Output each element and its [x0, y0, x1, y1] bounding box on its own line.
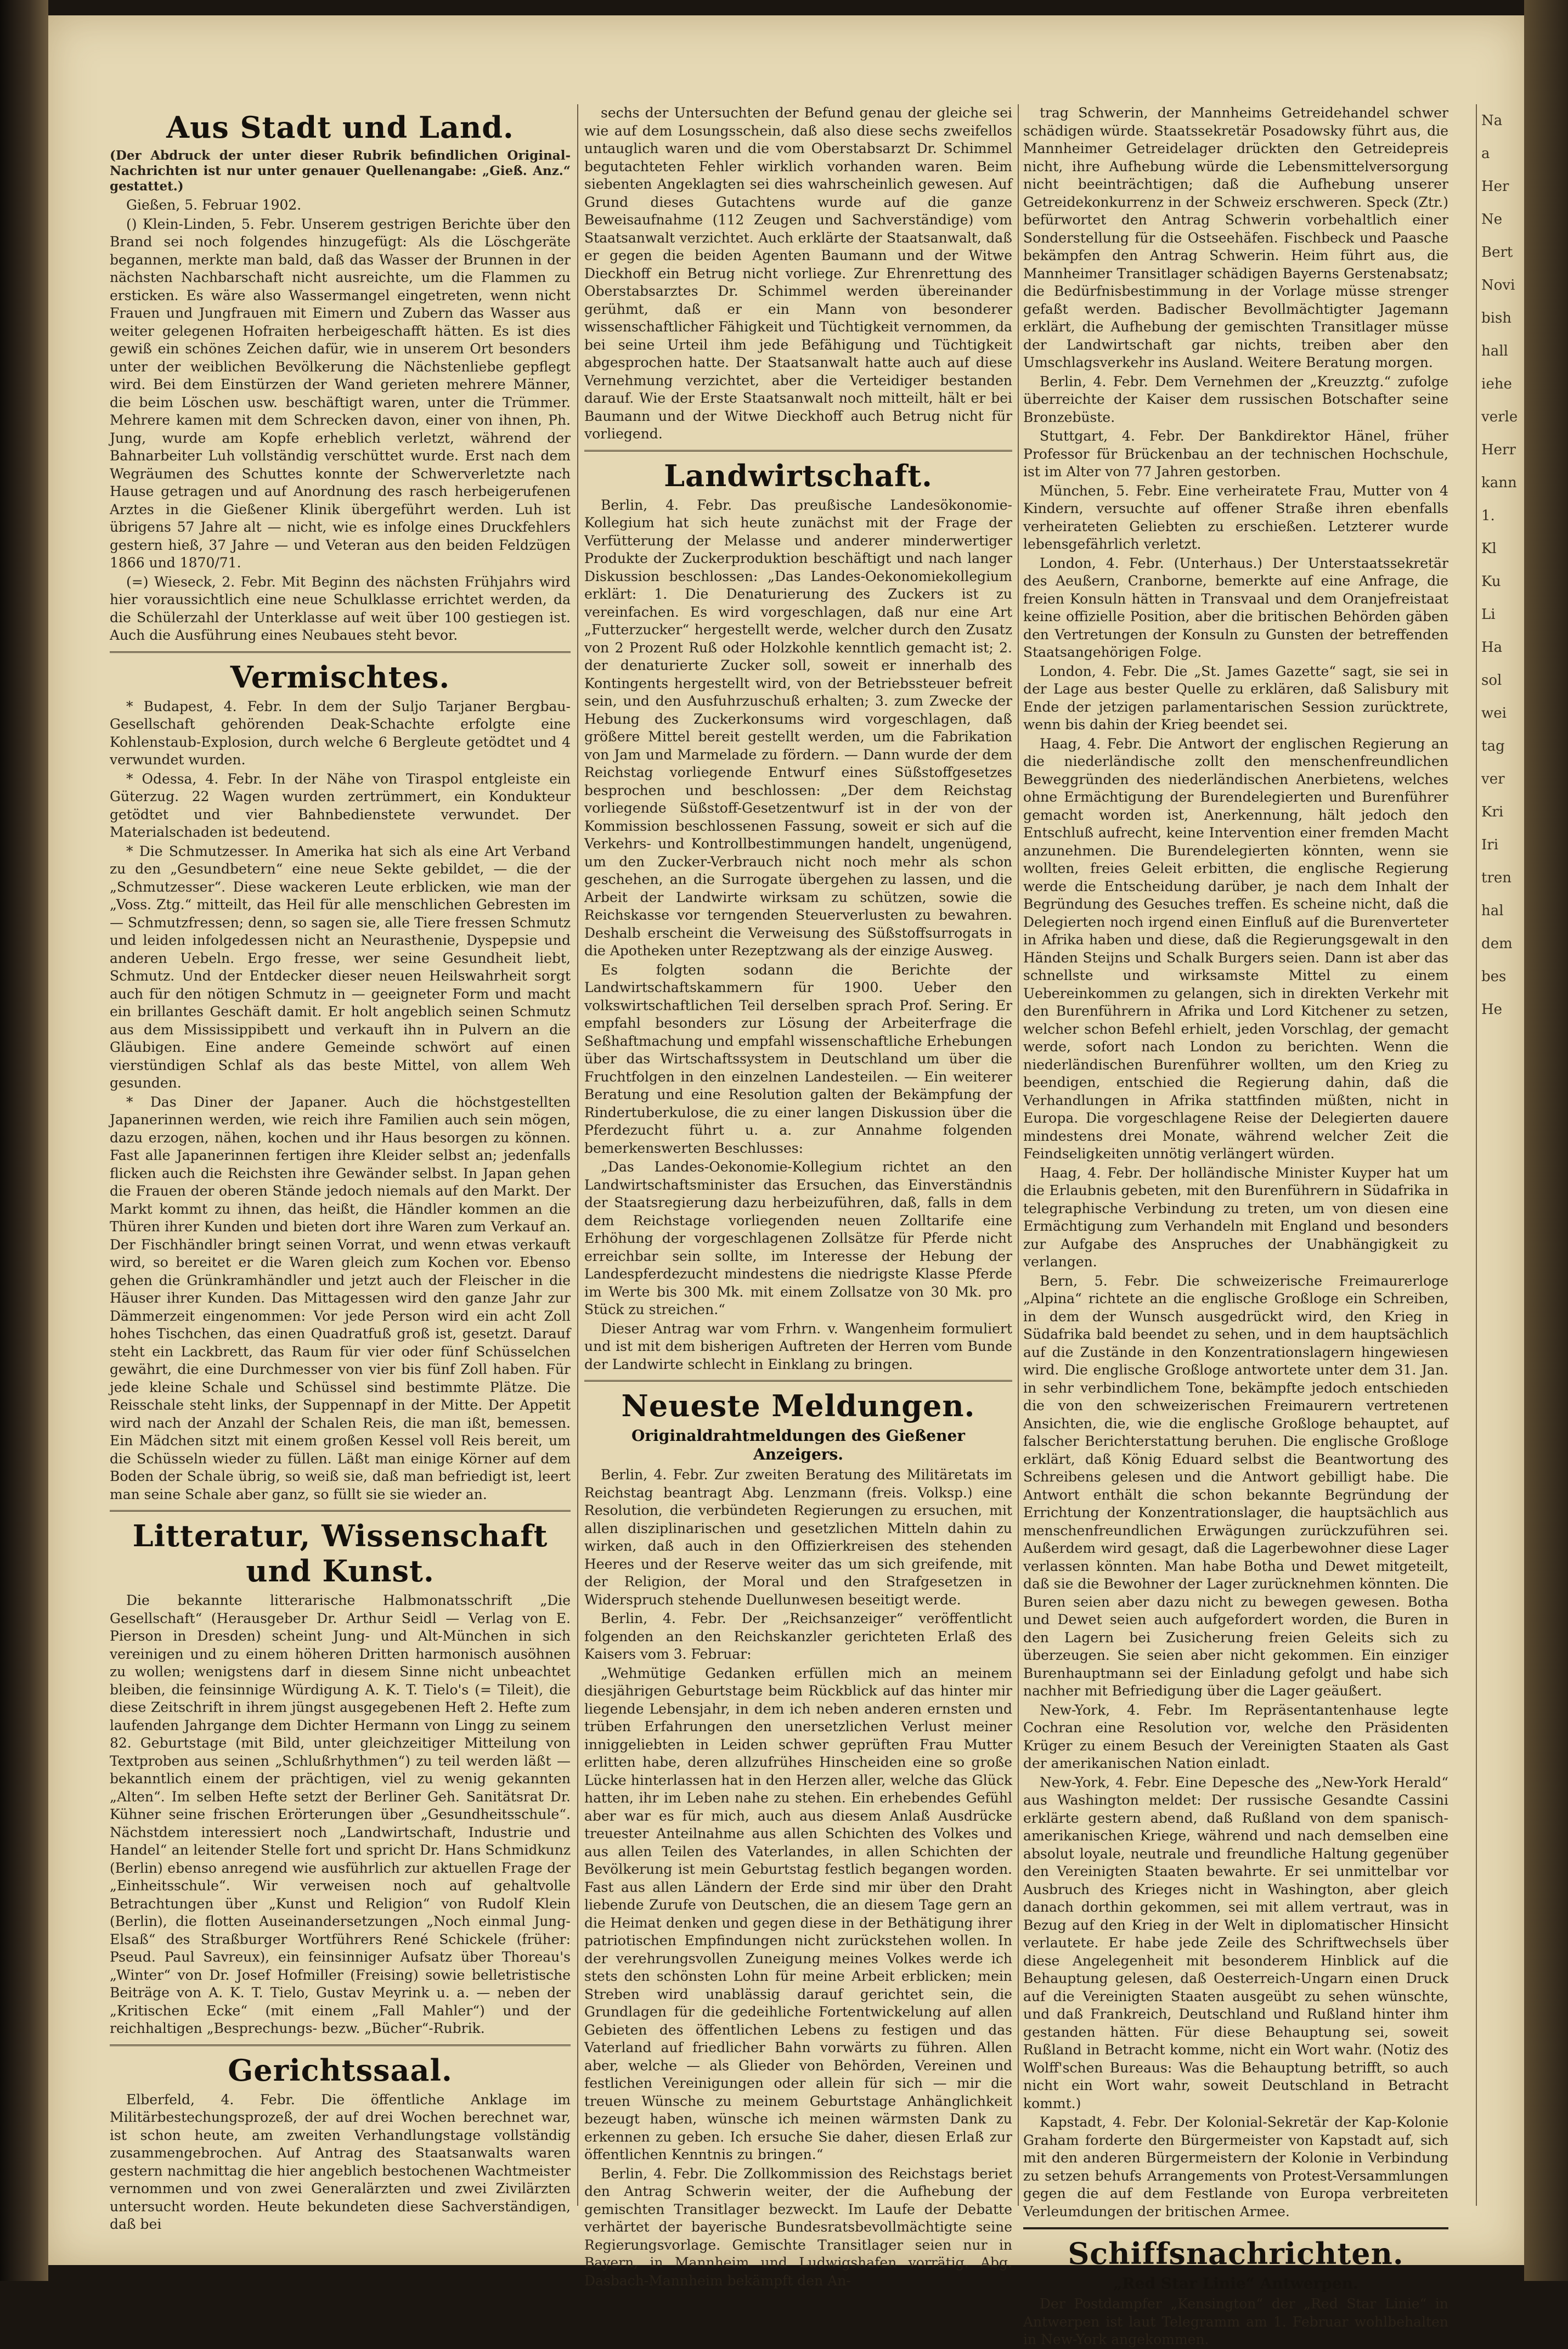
section-divider	[1023, 2227, 1448, 2229]
edge-line-fragment: He	[1481, 1001, 1503, 1018]
edge-line-fragment: Na	[1481, 112, 1503, 129]
edge-line-fragment: Iri	[1481, 837, 1499, 853]
article-paragraph: Stuttgart, 4. Febr. Der Bankdirektor Hänel, früher Professor für Brückenbau an der technischen Hochschule, ist im Alter von 77 Jahren gestorben.	[1023, 428, 1448, 480]
edge-line-fragment: kann	[1481, 475, 1517, 491]
column-rule	[577, 104, 578, 2206]
section-divider	[584, 450, 1012, 452]
article-paragraph: Berlin, 4. Febr. Dem Vernehmen der „Kreuzztg.“ zufolge überreichte der Kaiser dem russischen Botschafter seine Bronzebüste.	[1023, 373, 1448, 425]
article-paragraph: Berlin, 4. Febr. Die Zollkommission des Reichstags beriet den Antrag Schwerin weiter, der die Aufhebung der gemischten Transitlager bezweckt. Im Laufe der Debatte verhärtet der bayerische Bundesratsbevollmächtigte seine Regierungsvorlage. Gemischte Transitlager seien nur in Bayern, in Mannheim und Ludwigshafen vorrätig. Abg. Dasbach-Mannheim bekämpft den An-	[584, 2165, 1012, 2289]
column-4-edge	[1481, 104, 1520, 2206]
column-rule	[1018, 104, 1019, 2206]
article-paragraph: Berlin, 4. Febr. Der „Reichsanzeiger“ veröffentlicht folgenden an den Reichskanzler gerichteten Erlaß des Kaisers vom 3. Februar:	[584, 1610, 1012, 1662]
edge-line-fragment: tren	[1481, 870, 1512, 886]
article-paragraph: Elberfeld, 4. Febr. Die öffentliche Anklage im Militärbestechungsprozeß, der auf drei Wochen berechnet war, ist schon heute, am zweiten Verhandlungstage vollständig zusammengebrochen. Auf Antrag des Staatsanwalts waren gestern nachmittag die hier angeblich bestochenen Wachtmeister vernommen und von zwei Generalärzten und zwei Zivilärzten untersucht worden. Heute bekundeten diese Sachverständigen, daß bei	[110, 2091, 571, 2232]
section-divider	[110, 651, 571, 653]
article-paragraph: Berlin, 4. Febr. Zur zweiten Beratung des Militäretats im Reichstag beantragt Abg. Lenzmann (freis. Volksp.) eine Resolution, die verbündeten Regierungen zu ersuchen, mit allen disziplinarischen und gesetzlichen Mitteln dahin zu wirken, daß auch in den Offizierkreisen des stehenden Heeres und der Reserve weiter das um sich greifende, mit der Religion, der Moral und den Strafgesetzen in Widerspruch stehende Duellunwesen beseitigt werde.	[584, 1467, 1012, 1608]
edge-line-fragment: hall	[1481, 343, 1508, 359]
article-paragraph: „Wehmütige Gedanken erfüllen mich an meinem diesjährigen Geburtstage beim Rückblick auf das hinter mir liegende Lebensjahr, in dem ich neben anderen ernsten und trüben Erfahrungen den unersetzlichen Verlust meiner inniggeliebten in Leiden schwer geprüften Frau Mutter erlitten habe, deren allzufrühes Hinscheiden eine so große Lücke hinterlassen hat in den Herzen aller, welche das Glück hatten, ihr im Leben nahe zu stehen. Ein erhebendes Gefühl aber war es für mich, auch aus diesem Anlaß Ausdrücke treuester Anteilnahme aus allen Schichten des Volkes und aus allen Teilen des Vaterlandes, in allen Schichten der Bevölkerung ist mein Geburtstag festlich begangen worden. Fast aus allen Ländern der Erde sind mir über den Draht liebende Zurufe von Deutschen, die an diesem Tage gern an die Heimat denken und gegen diese in der Bethätigung ihrer patriotischen Empfindungen nicht zurückstehen wollen. In der verehrungsvollen Zuneigung meines Volkes werde ich stets den schönsten Lohn für meine Arbeit erblicken; mein Streben wird unablässig darauf gerichtet sein, die Grundlagen für die gedeihliche Fortentwickelung auf allen Gebieten des öffentlichen Lebens zu festigen und das Vaterland auf friedlicher Bahn vorwärts zu führen. Allen aber, welche — als Glieder von Behörden, Vereinen und festlichen Vereinigungen oder allein für sich — mir die treuen Wünsche zu meinem Geburtstage Anhänglichkeit bezeugt haben, wünsche ich meinen wärmsten Dank zu erkennen zu geben. Ich ersuche Sie daher, diesen Erlaß zur öffentlichen Kenntnis zu bringen.“	[584, 1665, 1012, 2162]
article-paragraph: „Das Landes-Oekonomie-Kollegium richtet an den Landwirtschaftsminister das Ersuchen, das Einverständnis der Staatsregierung dazu herbeizuführen, daß, falls in dem dem Reichstage vorliegenden neuen Zolltarife eine Erhöhung der vorgeschlagenen Zollsätze für Pferde nicht erreichbar sein sollte, im Interesse der Hebung der Landespferdezucht mindestens die niedrigste Klasse Pferde im Werte bis 300 Mk. mit einem Zollsatze von 30 Mk. pro Stück zu streichen.“	[584, 1159, 1012, 1317]
article-paragraph: Haag, 4. Febr. Die Antwort der englischen Regierung an die niederländische zollt den menschenfreundlichen Beweggründen des niederländischen Anerbietens, welches ohne Ermächtigung der Burendelegierten und Burenführer gemacht worden ist, Anerkennung, hält jedoch den Entschluß aufrecht, keine Intervention einer fremden Macht anzunehmen. Die Burendelegierten könnten, wenn sie wollten, freies Geleit erbitten, die englische Regierung werde die Entscheidung darüber, je nach dem Inhalt der Begründung des Gesuches treffen. Es scheine nicht, daß die Delegierten noch irgend einen Einfluß auf die Burenverteter in Afrika haben und diese, daß die Regierungsgewalt in den Händen Steijns und Schalk Burgers seien. Dann ist aber das schnellste und wirksamste Mittel zu einem Uebereinkommen zu gelangen, sich in direkten Verkehr mit den Burenführern in Afrika und Lord Kitchener zu setzen, welcher schon Befehl erhielt, jeden Vorschlag, der gemacht werde, sofort nach London zu berichten. Wenn die niederländischen Burenführer wollten, um den Krieg zu beendigen, entschied die Regierung dahin, daß die Verhandlungen in Afrika stattfinden müßten, nicht in Europa. Die vorgeschlagene Reise der Delegierten dauere mindestens drei Monate, während welcher Zeit die Feindseligkeiten unnötig verlängert würden.	[1023, 735, 1448, 1162]
dateline: Gießen, 5. Februar 1902.	[126, 197, 302, 213]
edge-line-fragment: Ne	[1481, 211, 1503, 228]
column-2	[584, 104, 1012, 2289]
article-paragraph: * Die Schmutzesser. In Amerika hat sich als eine Art Verband zu den „Gesundbetern“ eine neue Sekte gebildet, — die der „Schmutzesser“. Diese wackeren Leute erblicken, wie man der „Voss. Ztg.“ mitteilt, das Heil für alle menschlichen Gebresten im — Schmutzfressen; denn, so sagen sie, alle Tiere fressen Schmutz und leiden infolgedessen nicht an Neurasthenie, Dyspepsie und anderen Uebeln. Ergo fresse, wer seine Gesundheit liebt, Schmutz. Und der Entdecker dieser neuen Heilswahrheit sorgt auch für den nötigen Schmutz in — geeigneter Form und macht ein brillantes Geschäft damit. Er holt angeblich seinen Schmutz aus dem Mississippibett und verkauft ihn in Pulvern an die Gläubigen. Eine andere Gemeinde schwört auf einen vierstündigen Schlaf als das beste Mittel, von allem Weh gesunden.	[110, 843, 571, 1091]
article-paragraph: New-York, 4. Febr. Eine Depesche des „New-York Herald“ aus Washington meldet: Der russische Gesandte Cassini erklärte gestern abend, daß Rußland von dem spanisch-amerikanischen Kriege, während und nach demselben eine absolut loyale, neutrale und freundliche Haltung gegenüber den Vereinigten Staaten bewahrte. Er sei unmittelbar vor Ausbruch des Krieges nicht in Washington, aber gleich danach dorthin gekommen, sei mit allem vertraut, was in Bezug auf den Krieg in der Welt in diplomatischer Hinsicht verlautete. Er habe jede Zeile des Schriftwechsels über diese Angelegenheit mit besonderem Hinblick auf die Behauptung gelesen, daß Oesterreich-Ungarn einen Druck auf die Vereinigten Staaten ausgeübt zu sehen wünschte, und daß Frankreich, Deutschland und Rußland hinter ihm gestanden hätten. Für diese Behauptung sei, soweit Rußland in Betracht komme, nicht ein Wort wahr. (Notiz des Wolff'schen Bureaus: Was die Behauptung betrifft, so auch nicht ein Wort wahr, soweit Deutschland in Betracht kommt.)	[1023, 1774, 1448, 2111]
section-heading-gerichtssaal: Gerichtssaal.	[228, 2052, 453, 2088]
edge-line-fragment: ver	[1481, 771, 1505, 787]
edge-line-fragment: bish	[1481, 310, 1512, 326]
edge-line-fragment: bes	[1481, 968, 1507, 985]
section-divider	[110, 2044, 571, 2046]
edge-line-fragment: Her	[1481, 178, 1509, 195]
section-subheading: Originaldrahtmeldungen des Gießener Anzeigers.	[631, 1427, 966, 1463]
section-heading-landwirtschaft: Landwirtschaft.	[664, 458, 933, 493]
edge-line-fragment: tag	[1481, 738, 1505, 754]
section-divider	[584, 1380, 1012, 1382]
edge-line-fragment: dem	[1481, 936, 1513, 952]
article-paragraph: New-York, 4. Febr. Im Repräsentantenhause legte Cochran eine Resolution vor, welche den Präsidenten Krüger zu einem Besuch der Vereinigten Staaten als Gast der amerikanischen Nation einladt.	[1023, 1702, 1448, 1771]
article-paragraph: London, 4. Febr. Die „St. James Gazette“ sagt, sie sei in der Lage aus bester Quelle zu erklären, daß Salisbury mit Ende der jetzigen parlamentarischen Session zurücktrete, wenn bis dahin der Krieg beendet sei.	[1023, 663, 1448, 733]
edge-line-fragment: a	[1481, 145, 1490, 162]
edge-line-fragment: Ha	[1481, 639, 1503, 656]
edge-line-fragment: Herr	[1481, 442, 1516, 458]
article-paragraph: * Odessa, 4. Febr. In der Nähe von Tiraspol entgleiste ein Güterzug. 22 Wagen wurden zertrümmert, ein Kondukteur getödtet und vier Bahnbedienstete verwundet. Der Materialschaden ist bedeutend.	[110, 770, 571, 840]
article-paragraph: Die bekannte litterarische Halbmonatsschrift „Die Gesellschaft“ (Herausgeber Dr. Arthur Seidl — Verlag von E. Pierson in Dresden) scheint Jung- und Alt-München in sich vereinigen und zu einem höheren Dritten harmonisch ausöhnen zu wollen; wenigstens darf in diesem Sinne nicht unbeachtet bleiben, die feinsinnige Würdigung A. K. T. Tielo's (= Tileit), die diese Zeitschrift in ihrem jüngst ausgegebenen Heft 2. Hefte zum laufenden Jahrgange dem Dichter Hermann von Lingg zu seinem 82. Geburtstage (mit Bild, unter gleichzeitiger Mitteilung von Textproben aus seinen „Schlußrhythmen“) zu teil werden läßt — bekanntlich einem der prächtigen, viel zu wenig gekannten „Alten“. Im selben Hefte setzt der Berliner Geh. Sanitätsrat Dr. Kühner seine frischen Erörterungen über „Gesundheitsschule“. Nächstdem interessiert noch „Landwirtschaft, Industrie und Handel“ an leitender Stelle fort und spricht Dr. Hans Schmidkunz (Berlin) ebenso anregend wie ausführlich zur aktuellen Frage der „Einheitsschule“. Wir verweisen noch auf gehaltvolle Betrachtungen über „Kunst und Religion“ von Rudolf Klein (Berlin), die flotten Auseinandersetzungen „Noch einmal Jung-Elsaß“ des Straßburger Wortführers René Schickele (früher: Pseud. Paul Savreux), ein feinsinniger Aufsatz über Thoreau's „Winter“ von Dr. Josef Hofmiller (Freising) sowie belletristische Beiträge von A. K. T. Tielo, Gustav Meyrink u. a. — neben der „Kritischen Ecke“ (mit einem „Fall Mahler“) und der reichhaltigen „Besprechungs- bezw. „Bücher“-Rubrik.	[110, 1592, 571, 2036]
article-paragraph: Es folgten sodann die Berichte der Landwirtschaftskammern für 1900. Ueber den volkswirtschaftlichen Teil derselben sprach Prof. Sering. Er empfahl besonders zur Lösung der Arbeiterfrage die Seßhaftmachung und empfahl wissenschaftliche Erhebungen über das Wirtschaftssystem in Deutschland um über die Fruchtfolgen in den einzelnen Landesteilen. — Ein weiterer Beratung und eine Resolution galten der Bekämpfung der Rindertuberkulose, die zu einer langen Diskussion über die Pferdezucht führt u. a. zur Annahme folgenden bemerkenswerten Beschlusses:	[584, 961, 1012, 1156]
section-heading-litteratur: Litteratur, Wissenschaft und Kunst.	[132, 1518, 548, 1588]
edge-line-fragment: iehe	[1481, 376, 1512, 392]
edge-line-fragment: hal	[1481, 903, 1504, 919]
section-heading-schiffsnachrichten: Schiffsnachrichten.	[1068, 2236, 1404, 2271]
edge-line-fragment: wei	[1481, 705, 1507, 722]
article-paragraph: Kapstadt, 4. Febr. Der Kolonial-Sekretär der Kap-Kolonie Graham forderte den Bürgermeister von Kapstadt auf, sich mit den anderen Bürgermeistern der Kolonie in Verbindung zu setzen behufs Arrangements von Protest-Versammlungen gegen die auf dem Festlande von Europa verbreiteten Verleumdungen der britischen Armee.	[1023, 2114, 1448, 2220]
article-paragraph: () Klein-Linden, 5. Febr. Unserem gestrigen Berichte über den Brand sei noch folgendes hinzugefügt: Als die Löschgeräte begannen, merkte man bald, daß das Wasser der Brunnen in der nächsten Nachbarschaft nicht ausreichte, um die Flammen zu ersticken. Es wäre also Wassermangel eingetreten, wenn nicht Frauen und Jungfrauen mit Eimern und Zubern das Wasser aus weiter gelegenen Hofraiten herbeigeschafft hätten. Es ist dies gewiß ein schönes Zeichen dafür, wie in unserem Ort besonders unter der weiblichen Bevölkerung die Nächstenliebe gepflegt wird. Bei dem Einstürzen der Wand gerieten mehrere Männer, die beim Löschen usw. beschäftigt waren, unter die Trümmer. Mehrere kamen mit dem Schrecken davon, einer von ihnen, Ph. Jung, wurde am Kopfe erheblich verletzt, während der Bahnarbeiter Luh vollständig verschüttet wurde. Erst nach dem Wegräumen des Schuttes konnte der Schwerverletzte nach Hause getragen und auf Anordnung des rasch herbeigerufenen Arztes in die Gießener Klinik übergeführt werden. Luh ist übrigens 57 Jahre alt — nicht, wie es infolge eines Druckfehlers gestern hieß, 37 Jahre — und Veteran aus den beiden Feldzügen 1866 und 1870/71.	[110, 216, 571, 571]
section-divider	[110, 1510, 571, 1512]
article-paragraph: trag Schwerin, der Mannheims Getreidehandel schwer schädigen würde. Staatssekretär Posadowsky führt aus, die Mannheimer Getreidelager drückten den Getreidepreis nicht, ihre Aufhebung würde die Lebensmittelversorgung nicht beeinträchtigen; daß die Aufhebung unserer Getreidekonkurrenz in der Schweiz erschweren. Speck (Ztr.) befürwortet den Antrag Schwerin vorbehaltlich einer Sonderstellung für die Ostseehäfen. Fischbeck und Paasche bekämpfen den Antrag Schwerin. Heim führt aus, die Mannheimer Transitlager schädigen Bayerns Gerstenabsatz; die Bedürfnisbestimmung in der Vorlage müsse strenger gefaßt werden. Badischer Bevollmächtigter Jagemann erklärt, die Aufhebung der gemischten Transitlager müsse der Landwirtschaft gar nichts, treiben aber den Umschlagsverkehr ins Ausland. Weitere Beratung morgen.	[1023, 105, 1448, 370]
edge-line-fragment: verle	[1481, 409, 1518, 425]
edge-line-fragment: 1.	[1481, 508, 1495, 524]
article-paragraph: * Das Diner der Japaner. Auch die höchstgestellten Japanerinnen werden, wie reich ihre Familien auch sein mögen, dazu erzogen, nähen, kochen und ihr Haus besorgen zu können. Fast alle Japanerinnen fertigen ihre Kleider selbst an; jedenfalls flicken auch die Reichsten ihre Gewänder selbst. In Japan gehen die Frauen der oberen Stände jedoch niemals auf den Markt. Der Markt kommt zu ihnen, das heißt, die Händler kommen an die Thüren ihrer Kunden und bieten dort ihre Waren zum Verkauf an. Der Fischhändler bringt seinen Vorrat, und wenn etwas verkauft wird, so bereitet er die Waren gleich zum Kochen vor. Ebenso gehen die Grünkramhändler und jetzt auch der Fleischer in die Häuser ihrer Kunden. Das Mittagessen wird den ganze Jahr zur Dämmerzeit eingenommen: Vor jede Person wird ein acht Zoll hohes Tischchen, das einen Quadratfuß groß ist, gesetzt. Darauf steht ein Lackbrett, das Raum für vier oder fünf Schüsselchen gewährt, die eine Durchmesser von vier bis fünf Zoll haben. Für jede kleine Schale und Schüssel sind bestimmte Plätze. Die Reisschale steht links, der Suppennapf in der Mitte. Der Appetit wird nach der Anzahl der Schalen Reis, die man ißt, bemessen. Ein Mädchen sitzt mit einem großen Kessel voll Reis bereit, um die Schüsseln wieder zu füllen. Läßt man einige Körner auf dem Boden der Schale übrig, so weiß sie, daß man befriedigt ist, leert man seine Schale aber ganz, so füllt sie sie wieder an.	[110, 1094, 571, 1502]
article-paragraph: (=) Wieseck, 2. Febr. Mit Beginn des nächsten Frühjahrs wird hier voraussichtlich eine neue Schulklasse errichtet werden, da die Schülerzahl der Unterklasse auf weit über 100 gestiegen ist. Auch die Ausführung eines Neubaues steht bevor.	[110, 573, 571, 643]
book-binding-left	[0, 0, 48, 2281]
section-heading-stadt: Aus Stadt und Land.	[166, 110, 514, 145]
book-binding-right	[1524, 0, 1568, 2281]
column-rule	[1476, 104, 1477, 2206]
article-paragraph: Haag, 4. Febr. Der holländische Minister Kuyper hat um die Erlaubnis gebeten, mit den Burenführern in Südafrika in telegraphische Verbindung zu treten, um von diesen eine Ermächtigung zum Verhandeln mit England und besonders zur Aufgabe des Anspruches der Unabhängigkeit zu verlangen.	[1023, 1164, 1448, 1270]
column-3	[1023, 104, 1448, 2347]
edge-line-fragment: Kri	[1481, 804, 1504, 820]
article-paragraph: sechs der Untersuchten der Befund genau der gleiche sei wie auf dem Losungsschein, daß also diese sechs zweifellos untauglich waren und die vom Oberstabsarzt Dr. Schimmel begutachteten Fehler wirklich vorhanden waren. Beim siebenten Angeklagten sei dies wahrscheinlich gewesen. Auf Grund dieses Gutachtens wurde auf die ganze Beweisaufnahme (112 Zeugen und Sachverständige) vom Staatsanwalt verzichtet. Auch erklärte der Staatsanwalt, daß er gegen die beiden Agenten Baumann und der Witwe Dieckhoff ein Betrug nicht vorliege. Zur Ehrenrettung des Oberstabsarztes Dr. Schimmel werden übereinander gerühmt, daß er ein Mann von besonderer wissenschaftlicher Fähigkeit und Tüchtigkeit vernommen, da bei seine Urteil ihm jede Befähigung und Tüchtigkeit abgesprochen hatte. Der Staatsanwalt hatte auch auf diese Vernehmung verzichtet, aber die Verteidiger bestanden darauf. Wie der Erste Staatsanwalt noch mitteilt, hält er bei Baumann und der Witwe Dieckhoff auch Betrug nicht für vorliegend.	[584, 105, 1012, 442]
edge-line-fragment: Kl	[1481, 540, 1497, 557]
article-paragraph: München, 5. Febr. Eine verheiratete Frau, Mutter von 4 Kindern, versuchte auf offener Straße ihren ebenfalls verheirateten Geliebten zu erschießen. Letzterer wurde lebensgefährlich verletzt.	[1023, 482, 1448, 552]
article-paragraph: * Budapest, 4. Febr. In dem der Suljo Tarjaner Bergbau-Gesellschaft gehörenden Deak-Schachte erfolgte eine Kohlenstaub-Explosion, durch welche 6 Bergleute getödtet und 4 verwundet wurden.	[110, 698, 571, 768]
article-paragraph: Berlin, 4. Febr. Das preußische Landesökonomie-Kollegium hat sich heute zunächst mit der Frage der Verfütterung der Melasse und anderer minderwertiger Produkte der Zuckerproduktion beschäftigt und nach langer Diskussion beschlossen: „Das Landes-Oekonomiekollegium erklärt: 1. Die Denaturierung des Zuckers ist zu vereinfachen. Es wird vorgeschlagen, daß nur eine Art „Futterzucker“ hergestellt werde, welcher durch den Zusatz von 2 Prozent Ruß oder Holzkohle kenntlich gemacht ist; 2. der denaturierte Zucker soll, soweit er innerhalb des Kontingents hergestellt wird, von der Betriebssteuer befreit sein, und den Ausfuhrzuschuß erhalten; 3. zum Zwecke der Hebung des Zuckerkonsums wird vorgeschlagen, daß größere Mittel bereit gestellt werden, um die Fabrikation von Jam und Marmelade zu fördern. — Dann wurde der dem Reichstag vorliegende Entwurf eines Süßstoffgesetzes besprochen und beschlossen: „Der dem Reichstag vorliegende Süßstoff-Gesetzentwurf ist in der von der Kommission beschlossenen Fassung, soweit er sich auf die Verkehrs- und Kontrollbestimmungen handelt, ungenügend, um den Zucker-Verbrauch nicht noch mehr als schon geschehen, an die Surrogate übergehen zu lassen, und die Arbeit der Landwirte wirksam zu schützen, sowie die Reichskasse vor terngenden Steuerverlusten zu bewahren. Deshalb erscheint die Verweisung des Süßstoffsurrogats in die Apotheken unter Rezeptzwang als der einzige Ausweg.	[584, 497, 1012, 959]
article-paragraph: London, 4. Febr. (Unterhaus.) Der Unterstaatssekretär des Aeußern, Cranborne, bemerkte auf eine Anfrage, die freien Konsuln hätten in Transvaal und dem Oranjefreistaat keine offizielle Position, aber die britischen Behörden gäben den Vertretungen der Konsuln zu Gunsten der betreffenden Staatsangehörigen Folge.	[1023, 555, 1448, 660]
article-paragraph: Dieser Antrag war vom Frhrn. v. Wangenheim formuliert und ist mit dem bisherigen Auftreten der Herren vom Bunde der Landwirte schlecht in Einklang zu bringen.	[584, 1320, 1012, 1372]
article-paragraph: Der Postdampfer „Kensington“ der „Red Star Linie“ in Antwerpen ist laut Telegramm am 1. Februar wohlbehalten in New-York angekommen.	[1023, 2296, 1448, 2347]
article-paragraph: Bern, 5. Febr. Die schweizerische Freimaurerloge „Alpina“ richtete an die englische Großloge ein Schreiben, in dem der Wunsch ausgedrückt wird, den Krieg in Südafrika bald beendet zu sehen, und in dem hauptsächlich auf die Zustände in den Konzentrationslagern hingewiesen wird. Die englische Großloge antwortete unter dem 31. Jan. in sehr verbindlichem Tone, bekämpfte jedoch entschieden die von den schweizerischen Freimaurern vertretenen Ansichten, die, wie die englische Großloge behauptet, auf falscher Berichterstattung beruhen. Die englische Großloge erklärt, daß König Eduard selbst die Beantwortung des Schreibens gelesen und die Antwort gebilligt habe. Die Antwort enthält die schon bekannte Begründung der Errichtung der Konzentrationslager, die hauptsächlich aus menschenfreundlichen Erwägungen zurückzuführen sei. Außerdem wird gesagt, daß die Lagerbewohner diese Lager verlassen könnten. Man habe Botha und Dewet mitgeteilt, daß sie die Bewohner der Lager zurücknehmen könnten. Die Buren seien aber dazu nicht zu bewegen gewesen. Botha und Dewet seien auch aufgefordert worden, die Buren in den Lagern bei Zusicherung freien Geleits sich zu überzeugen. Sie seien aber nicht gekommen. Ein einziger Burenhauptmann sei der Einladung gefolgt und habe sich nachher mit Befriedigung über die Lager geäußert.	[1023, 1272, 1448, 1699]
reprint-note: (Der Abdruck der unter dieser Rubrik befindlichen Original-Nachrichten ist nur unter genauer Quellenangabe: „Gieß. Anz.“ gestattet.)	[110, 148, 571, 194]
edge-line-fragment: Bert	[1481, 244, 1513, 261]
edge-line-fragment: Li	[1481, 606, 1496, 623]
edge-line-fragment: Novi	[1481, 277, 1515, 294]
edge-line-fragment: Ku	[1481, 573, 1501, 590]
section-subheading: „Red Star Linie“ Antwerpen.	[1113, 2274, 1358, 2292]
edge-line-fragment: sol	[1481, 672, 1502, 689]
section-heading-neueste-meldungen: Neueste Meldungen.	[621, 1388, 975, 1423]
section-heading-vermischtes: Vermischtes.	[230, 659, 450, 695]
column-1	[110, 104, 571, 2232]
